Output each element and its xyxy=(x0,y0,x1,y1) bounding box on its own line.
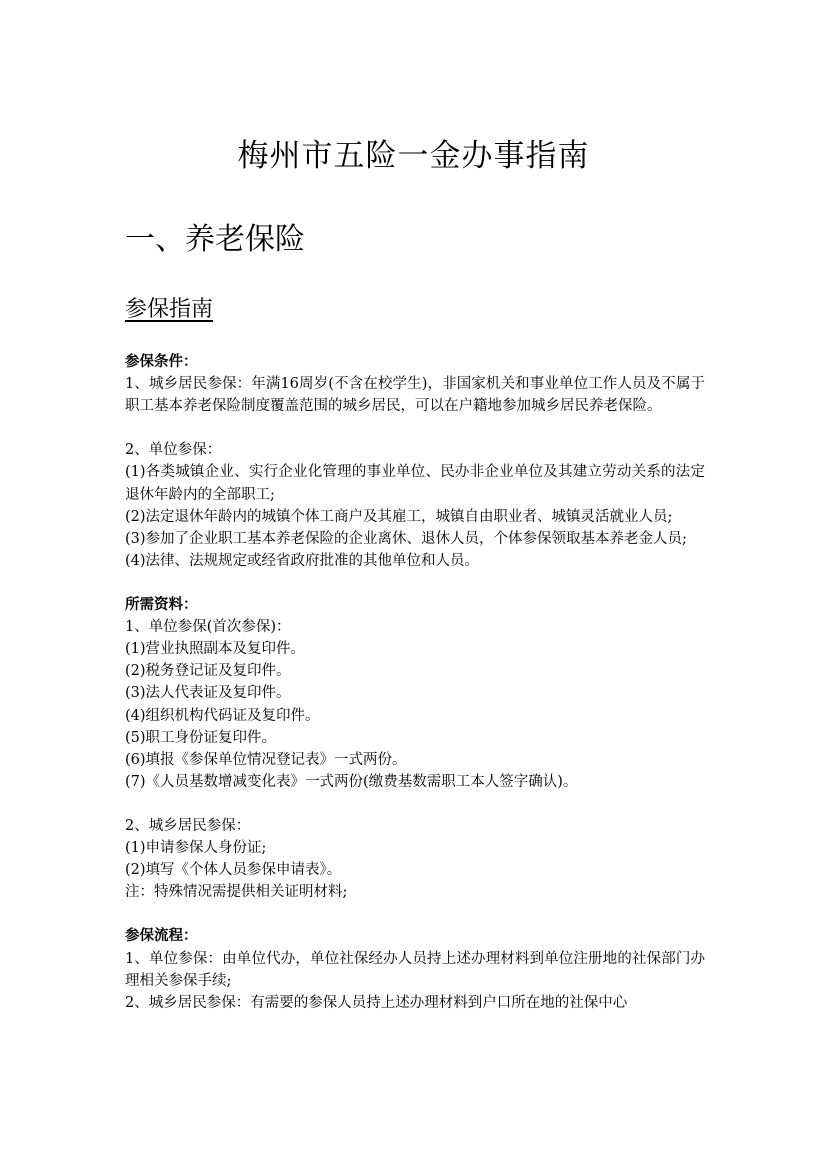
conditions-heading: 参保条件： xyxy=(125,353,198,370)
materials-unit-item: (3)法人代表证及复印件。 xyxy=(125,685,291,702)
materials-unit-item: (6)填报《参保单位情况登记表》一式两份。 xyxy=(125,751,407,768)
materials-heading: 所需资料： xyxy=(125,596,198,614)
materials-resident-item: (1)申请参保人身份证; xyxy=(125,840,267,857)
materials-unit-item: (4)组织机构代码证及复印件。 xyxy=(125,707,320,724)
process-item: 2、城乡居民参保：有需要的参保人员持上述办理材料到户口所在地的社保中心 xyxy=(125,994,628,1011)
process-heading: 参保流程： xyxy=(125,927,198,945)
process-item: 1、单位参保：由单位代办，单位社保经办人员持上述办理材料到单位注册地的社保部门办理相关参保手续; xyxy=(125,950,705,989)
conditions-urban-rural: 1、城乡居民参保：年满16周岁(不含在校学生)，非国家机关和事业单位工作人员及不属于职工基本养老保险制度覆盖范围的城乡居民，可以在户籍地参加城乡居民养老保险。 xyxy=(125,376,705,415)
materials-resident-item: (2)填写《个体人员参保申请表》。 xyxy=(125,862,342,879)
conditions-unit-item: (4)法律、法规规定或经省政府批准的其他单位和人员。 xyxy=(125,552,480,569)
section-title: 一、养老保险 xyxy=(125,222,305,257)
materials-note: 注：特殊情况需提供相关证明材料; xyxy=(125,884,348,901)
document-title: 梅州市五险一金办事指南 xyxy=(237,138,590,174)
materials-unit-heading: 1、单位参保(首次参保)： xyxy=(125,619,291,636)
conditions-unit-heading: 2、单位参保： xyxy=(125,442,222,459)
conditions-unit-item: (3)参加了企业职工基本养老保险的企业离休、退休人员，个体参保领取基本养老金人员; xyxy=(125,530,687,547)
conditions-unit-item: (2)法定退休年龄内的城镇个体工商户及其雇工，城镇自由职业者、城镇灵活就业人员; xyxy=(125,508,673,525)
conditions-unit-item: (1)各类城镇企业、实行企业化管理的事业单位、民办非企业单位及其建立劳动关系的法定退休年龄内的全部职工; xyxy=(125,464,705,503)
spacer xyxy=(125,793,705,815)
subsection-title: 参保指南 xyxy=(125,297,214,322)
materials-unit-item: (7)《人员基数增减变化表》一式两份(缴费基数需职工本人签字确认)。 xyxy=(125,773,578,790)
document-body xyxy=(125,351,705,1014)
materials-unit-item: (5)职工身份证复印件。 xyxy=(125,729,277,746)
spacer xyxy=(125,417,705,439)
spacer xyxy=(125,903,705,925)
materials-unit-item: (1)营业执照副本及复印件。 xyxy=(125,641,306,658)
materials-unit-item: (2)税务登记证及复印件。 xyxy=(125,663,291,680)
spacer xyxy=(125,572,705,594)
materials-resident-heading: 2、城乡居民参保： xyxy=(125,817,251,834)
